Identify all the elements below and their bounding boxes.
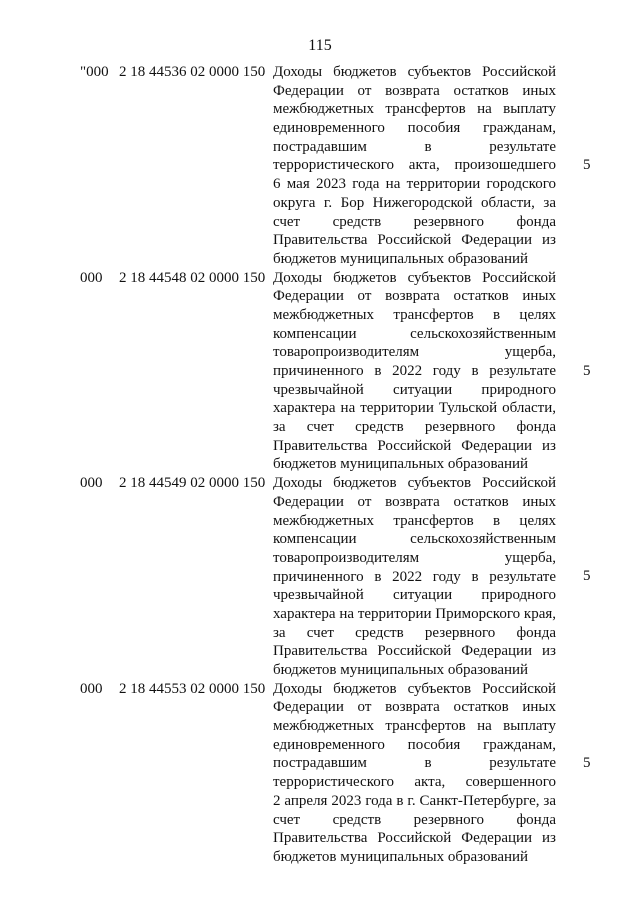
income-description xyxy=(273,680,556,867)
description-line: Федерации от возврата остатков иных xyxy=(273,493,556,510)
description-line: единовременного пособия гражданам, xyxy=(273,736,556,753)
page-number: 115 xyxy=(308,37,332,54)
description-line: межбюджетных трансфертов в целях xyxy=(273,306,556,323)
amount: 5 xyxy=(583,568,591,585)
description-line: чрезвычайной ситуации природного xyxy=(273,587,556,604)
description-line: характера на территории Приморского края, xyxy=(273,605,556,622)
description-line: межбюджетных трансфертов на выплату xyxy=(273,718,556,735)
description-line: товаропроизводителям ущерба, xyxy=(273,549,556,566)
description-line: бюджетов муниципальных образований xyxy=(273,848,529,865)
description-line: бюджетов муниципальных образований xyxy=(273,250,529,267)
description-line: 2 апреля 2023 года в г. Санкт-Петербурге, за xyxy=(273,792,556,809)
description-line: компенсации сельскохозяйственным xyxy=(273,325,556,342)
description-line: Правительства Российской Федерации из xyxy=(273,830,556,847)
description-line: террористического акта, совершенного xyxy=(273,774,556,791)
description-line: пострадавшим в результате xyxy=(273,138,556,155)
description-line: причиненного в 2022 году в результате xyxy=(273,363,556,379)
description-line: Федерации от возврата остатков иных xyxy=(273,288,556,305)
description-line: межбюджетных трансфертов на выплату xyxy=(273,101,556,118)
amount: 5 xyxy=(583,754,591,771)
budget-classification-code: 2 18 44549 02 0000 150 xyxy=(119,475,266,492)
description-line: 6 мая 2023 года на территории городского xyxy=(273,176,556,193)
amount: 5 xyxy=(583,157,591,173)
budget-classification-code: 2 18 44553 02 0000 150 xyxy=(119,680,266,697)
description-line: бюджетов муниципальных образований xyxy=(273,662,529,678)
budget-classification-code: 2 18 44548 02 0000 150 xyxy=(119,269,266,286)
table-row xyxy=(0,680,640,867)
description-line: единовременного пособия гражданам, xyxy=(273,120,556,137)
description-line: характера на территории Тульской области, xyxy=(273,400,556,417)
description-line: Правительства Российской Федерации из xyxy=(273,437,556,454)
description-line: Федерации от возврата остатков иных xyxy=(273,699,556,716)
income-description xyxy=(273,474,556,680)
description-line: счет средств резервного фонда xyxy=(273,213,556,230)
budget-classification-code: 2 18 44536 02 0000 150 xyxy=(119,64,266,80)
description-line: Доходы бюджетов субъектов Российской xyxy=(273,269,556,286)
description-line: за счет средств резервного фонда xyxy=(273,419,556,436)
description-line: счет средств резервного фонда xyxy=(273,811,556,828)
admin-code: 000 xyxy=(80,269,103,286)
description-line: Доходы бюджетов субъектов Российской xyxy=(273,680,556,697)
table-row xyxy=(0,474,640,680)
table-row xyxy=(0,63,640,269)
description-line: товаропроизводителям ущерба, xyxy=(273,344,556,361)
admin-code: 000 xyxy=(80,680,103,697)
description-line: бюджетов муниципальных образований xyxy=(273,456,529,473)
description-line: Доходы бюджетов субъектов Российской xyxy=(273,64,556,80)
description-line: компенсации сельскохозяйственным xyxy=(273,531,556,548)
description-line: округа г. Бор Нижегородской области, за xyxy=(273,194,556,211)
description-line: за счет средств резервного фонда xyxy=(273,624,556,641)
description-line: Доходы бюджетов субъектов Российской xyxy=(273,475,556,492)
description-line: пострадавшим в результате xyxy=(273,755,556,772)
amount: 5 xyxy=(583,362,591,379)
description-line: причиненного в 2022 году в результате xyxy=(273,568,556,585)
description-line: Правительства Российской Федерации из xyxy=(273,643,556,660)
description-line: чрезвычайной ситуации природного xyxy=(273,381,556,398)
description-line: межбюджетных трансфертов в целях xyxy=(273,512,556,529)
budget-table xyxy=(0,63,640,867)
income-description xyxy=(273,63,556,269)
description-line: Федерации от возврата остатков иных xyxy=(273,82,556,99)
description-line: Правительства Российской Федерации из xyxy=(273,232,556,249)
admin-code: 000 xyxy=(80,475,103,492)
admin-code: "000 xyxy=(80,64,109,80)
table-row xyxy=(0,269,640,475)
description-line: террористического акта, произошедшего xyxy=(273,157,556,174)
income-description xyxy=(273,269,556,475)
